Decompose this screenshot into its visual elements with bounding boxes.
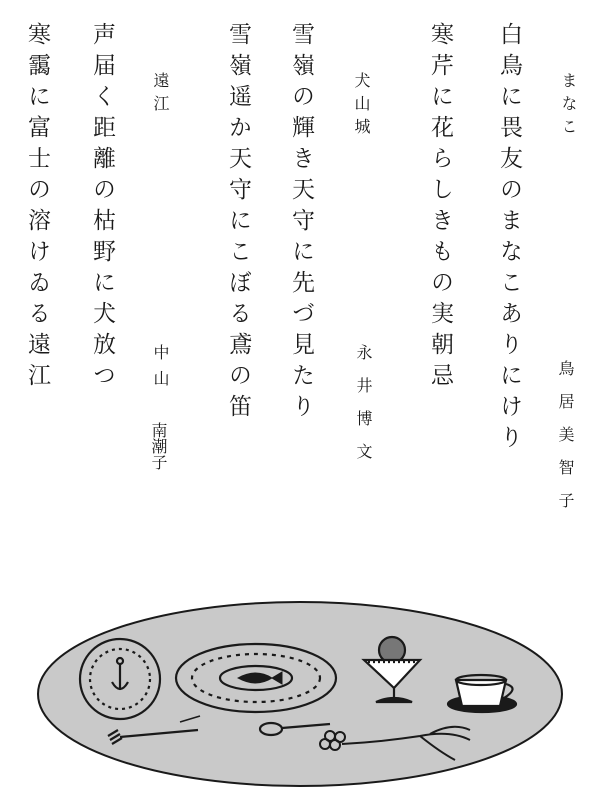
section-title-inuyama: 犬山城 <box>352 72 371 141</box>
haiku-line: 白鳥に畏友のまなこありにけり <box>496 22 522 456</box>
author-family-name: 中山 <box>151 344 170 396</box>
author-nagai: 永井博文 <box>354 344 373 476</box>
haiku-line: 声届く距離の枯野に犬放つ <box>89 22 115 394</box>
author-torii: 鳥居美智子 <box>556 360 575 525</box>
author-given-name: 南潮子 <box>149 422 168 470</box>
table-setting-illustration <box>0 600 600 806</box>
section-title-toutoumi: 遠江 <box>151 72 170 118</box>
haiku-line: 雪嶺遥か天守にこぼる鳶の笛 <box>225 22 251 425</box>
haiku-line: 寒芹に花らしきもの実朝忌 <box>427 22 453 394</box>
haiku-line: 雪嶺の輝き天守に先づ見たり <box>288 22 314 425</box>
section-title-manako: まなこ <box>559 72 578 141</box>
haiku-line: 寒靄に富士の溶けゐる遠江 <box>24 22 50 394</box>
